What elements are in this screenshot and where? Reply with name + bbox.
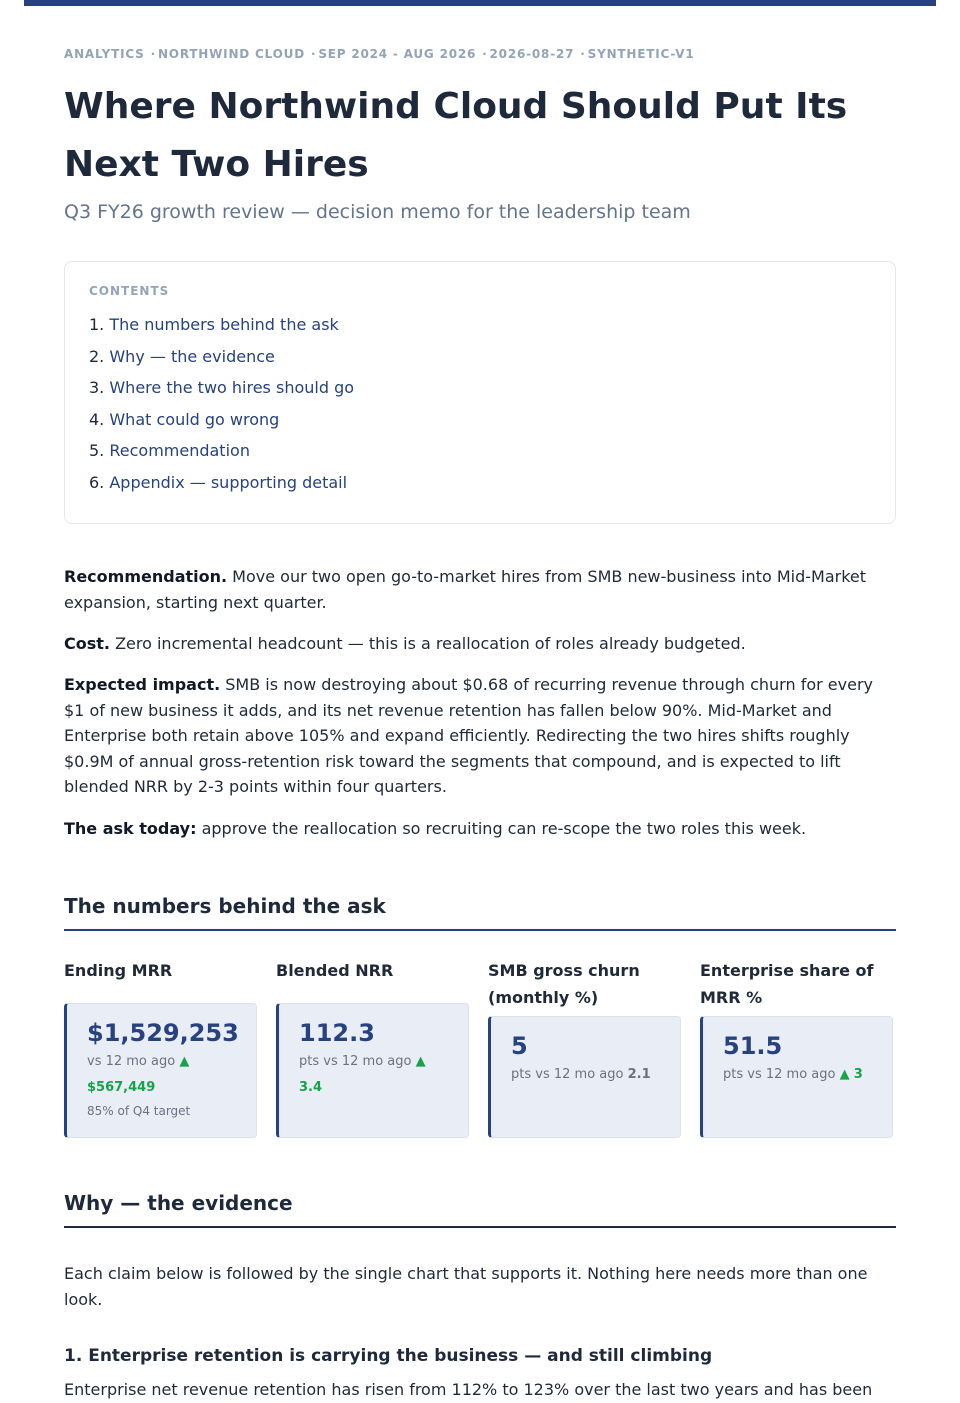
kpi-delta: [723, 1062, 892, 1088]
meta-separator: ·: [150, 47, 156, 61]
kpi-enterprise-share: [700, 957, 896, 1082]
recommendation-text: Move our two open go-to-market hires from SMB new-business into Mid-Market expansion, starting next quarter.: [64, 567, 867, 612]
kpi-delta-prefix: vs 12 mo ago: [87, 1054, 176, 1069]
toc-item-number: 6.: [89, 472, 105, 492]
kpi-label: Blended NRR: [276, 961, 394, 980]
meta-date: 2026-08-27: [489, 47, 575, 61]
claim-text: Enterprise net revenue retention has risen from 112% to 123% over the last two years and has been: [64, 1380, 873, 1399]
kpi-card: [488, 1016, 681, 1138]
kpi-delta-value: $567,449: [87, 1080, 156, 1095]
kpi-smb-gross-churn: [488, 957, 684, 1082]
kpi-delta: [511, 1062, 680, 1088]
cost-paragraph: [64, 631, 896, 657]
toc-item-number: 1.: [89, 315, 105, 334]
meta-separator: ·: [482, 47, 488, 61]
kpi-value: 112.3: [299, 1019, 375, 1047]
meta-separator: ·: [310, 47, 317, 61]
section-heading-evidence: Why — the evidence: [64, 1191, 896, 1228]
ask-paragraph: [64, 816, 896, 842]
kpi-delta-prefix: pts vs 12 mo ago: [299, 1054, 412, 1069]
toc-item: [89, 347, 354, 367]
ask-text: approve the reallocation so recruiting can re-scope the two roles this week.: [196, 819, 807, 838]
page-subtitle: Q3 FY26 growth review — decision memo for the leadership team: [64, 201, 691, 223]
toc-item: [89, 378, 354, 398]
recommendation-paragraph: [64, 564, 896, 615]
kpi-card: [700, 1016, 893, 1138]
kpi-label: Enterprise share of MRR %: [700, 961, 874, 1007]
meta-separator: ·: [580, 47, 586, 61]
kpi-delta-prefix: pts vs 12 mo ago: [511, 1067, 624, 1082]
toc-item-number: 3.: [89, 378, 105, 398]
kpi-card: [64, 1003, 257, 1138]
toc-item: [89, 315, 354, 335]
toc-link-hires[interactable]: Where the two hires should go: [109, 378, 355, 398]
evidence-intro: Each claim below is followed by the single chart that supports it. Nothing here needs more than one look.: [64, 1264, 868, 1309]
kpi-delta-value: 3: [853, 1067, 863, 1082]
toc-item-number: 5.: [89, 441, 105, 461]
kpi-value: $1,529,253: [87, 1019, 239, 1047]
toc-item: [89, 473, 354, 493]
kpi-delta-value: 3.4: [299, 1080, 323, 1095]
impact-paragraph: [64, 672, 896, 800]
kpi-card: [276, 1003, 469, 1138]
recommendation-label: Recommendation.: [64, 567, 228, 586]
meta-period: SEP 2024 - AUG 2026: [318, 47, 477, 61]
impact-text: SMB is now destroying about $0.68 of recurring revenue through churn for every $1 of new business it adds, and its net revenue retention has fallen below 90%. Mid-Market and Enterprise both retain above 105% and expand efficiently. Redirecting the two hires shifts roughly $0.9M of annual gross-retention risk toward the segments that compound, and is expected to lift blended NRR by 2-3 points within four quarters.: [64, 675, 873, 797]
meta-version: SYNTHETIC-V1: [587, 47, 695, 61]
toc-title: CONTENTS: [89, 284, 170, 298]
cost-label: Cost.: [64, 634, 110, 653]
cost-text: Zero incremental headcount — this is a reallocation of roles already budgeted.: [109, 634, 746, 653]
meta-company: NORTHWIND CLOUD: [157, 47, 305, 61]
meta-category: ANALYTICS: [64, 47, 145, 61]
toc-link-numbers[interactable]: The numbers behind the ask: [109, 315, 339, 334]
up-arrow-icon: ▲: [415, 1054, 426, 1069]
report-meta-line: [64, 47, 695, 61]
impact-label: Expected impact.: [64, 675, 221, 694]
toc-list: [89, 315, 354, 505]
table-of-contents: [64, 261, 896, 524]
kpi-value: 5: [511, 1032, 528, 1060]
toc-item: [89, 410, 354, 430]
kpi-delta: [87, 1049, 256, 1101]
up-arrow-icon: ▲: [839, 1067, 850, 1082]
claim-heading: 1. Enterprise retention is carrying the business — and still climbing: [64, 1346, 713, 1366]
toc-link-appendix[interactable]: Appendix — supporting detail: [109, 472, 348, 492]
toc-item-number: 2.: [89, 346, 105, 366]
top-accent-bar: [24, 0, 936, 6]
kpi-delta-value: 2.1: [627, 1067, 651, 1082]
up-arrow-icon: ▲: [179, 1054, 190, 1069]
toc-link-recommendation[interactable]: Recommendation: [109, 441, 250, 461]
ask-label: The ask today:: [64, 819, 197, 838]
toc-item-number: 4.: [89, 409, 105, 429]
toc-link-risks[interactable]: What could go wrong: [109, 409, 280, 429]
kpi-delta: [299, 1049, 468, 1101]
section-heading-numbers: The numbers behind the ask: [64, 894, 896, 931]
toc-link-evidence[interactable]: Why — the evidence: [109, 346, 275, 366]
kpi-delta-prefix: pts vs 12 mo ago: [723, 1067, 836, 1082]
kpi-label: Ending MRR: [64, 961, 173, 980]
page-title: Where Northwind Cloud Should Put Its Next Two Hires: [64, 86, 848, 185]
toc-item: [89, 441, 354, 461]
kpi-blended-nrr: [276, 957, 472, 1095]
kpi-ending-mrr: [64, 957, 260, 1118]
kpi-value: 51.5: [723, 1032, 783, 1060]
kpi-label: SMB gross churn (monthly %): [488, 961, 640, 1007]
kpi-note: 85% of Q4 target: [87, 1104, 191, 1118]
